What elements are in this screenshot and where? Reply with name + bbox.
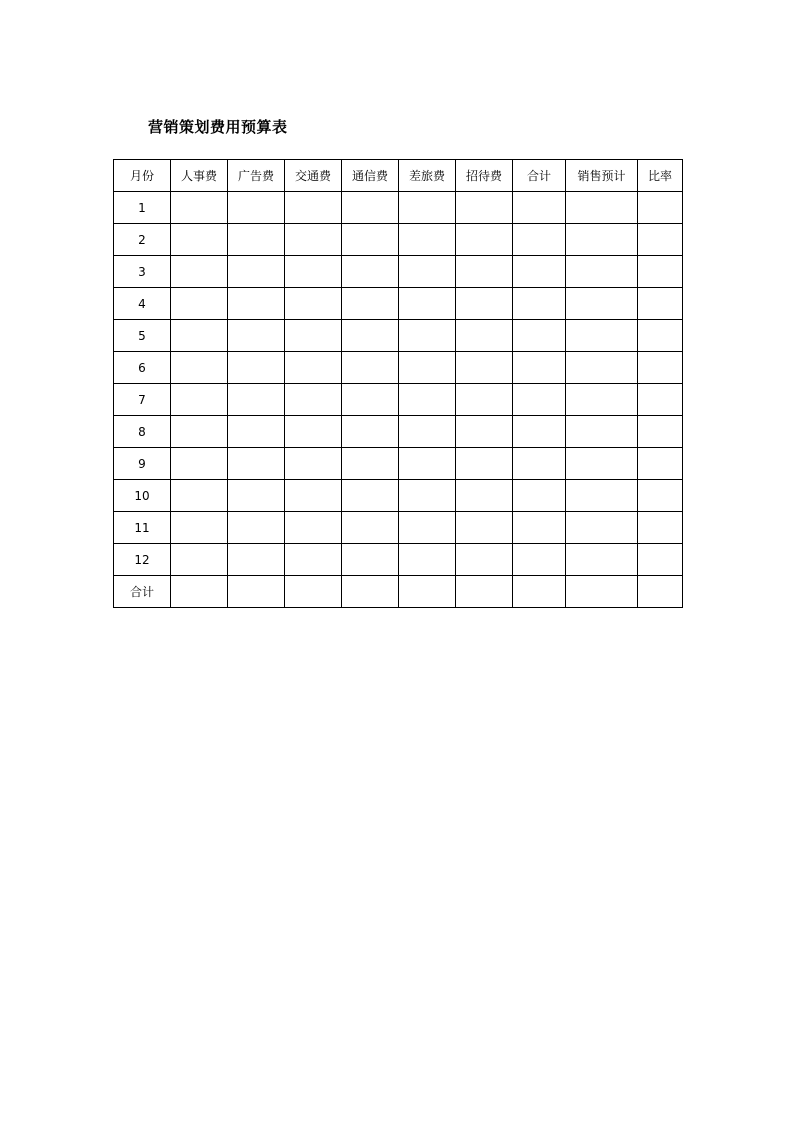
table-cell[interactable] — [285, 352, 342, 384]
table-cell[interactable] — [399, 288, 456, 320]
table-cell[interactable] — [228, 512, 285, 544]
table-cell[interactable] — [638, 192, 683, 224]
table-cell[interactable] — [513, 448, 566, 480]
table-cell[interactable] — [456, 256, 513, 288]
table-cell[interactable] — [171, 256, 228, 288]
table-cell[interactable] — [228, 288, 285, 320]
table-cell[interactable] — [171, 352, 228, 384]
table-cell[interactable] — [456, 576, 513, 608]
table-cell[interactable] — [228, 256, 285, 288]
table-cell[interactable] — [342, 416, 399, 448]
row-label: 4 — [114, 288, 171, 320]
row-label: 9 — [114, 448, 171, 480]
table-cell[interactable] — [456, 544, 513, 576]
table-cell[interactable] — [566, 288, 638, 320]
table-cell[interactable] — [228, 448, 285, 480]
table-row — [114, 544, 683, 576]
table-cell[interactable] — [285, 224, 342, 256]
table-cell[interactable] — [513, 512, 566, 544]
table-cell[interactable] — [171, 192, 228, 224]
table-cell[interactable] — [342, 544, 399, 576]
table-row — [114, 480, 683, 512]
table-cell[interactable] — [171, 384, 228, 416]
table-cell[interactable] — [228, 416, 285, 448]
table-cell[interactable] — [399, 224, 456, 256]
table-cell[interactable] — [456, 320, 513, 352]
column-header: 广告费 — [228, 160, 285, 192]
table-row — [114, 384, 683, 416]
table-cell[interactable] — [566, 480, 638, 512]
table-cell[interactable] — [171, 224, 228, 256]
row-label: 10 — [114, 480, 171, 512]
table-cell[interactable] — [638, 224, 683, 256]
table-cell[interactable] — [171, 576, 228, 608]
table-cell[interactable] — [399, 576, 456, 608]
table-cell[interactable] — [285, 288, 342, 320]
table-cell[interactable] — [456, 512, 513, 544]
table-cell[interactable] — [566, 352, 638, 384]
table-cell[interactable] — [513, 192, 566, 224]
table-cell[interactable] — [566, 448, 638, 480]
table-cell[interactable] — [171, 288, 228, 320]
table-cell[interactable] — [399, 480, 456, 512]
table-cell[interactable] — [399, 416, 456, 448]
table-cell[interactable] — [342, 288, 399, 320]
table-cell[interactable] — [285, 384, 342, 416]
table-cell[interactable] — [342, 352, 399, 384]
table-cell[interactable] — [638, 544, 683, 576]
table-cell[interactable] — [399, 448, 456, 480]
table-cell[interactable] — [456, 448, 513, 480]
budget-table — [113, 159, 683, 608]
table-cell[interactable] — [171, 512, 228, 544]
table-cell[interactable] — [513, 576, 566, 608]
row-label: 1 — [114, 192, 171, 224]
table-cell[interactable] — [456, 192, 513, 224]
column-header: 差旅费 — [399, 160, 456, 192]
table-cell[interactable] — [342, 320, 399, 352]
table-cell[interactable] — [566, 384, 638, 416]
table-cell[interactable] — [228, 352, 285, 384]
table-cell[interactable] — [638, 352, 683, 384]
table-cell[interactable] — [285, 192, 342, 224]
table-cell[interactable] — [171, 544, 228, 576]
table-row — [114, 576, 683, 608]
table-cell[interactable] — [228, 192, 285, 224]
table-cell[interactable] — [342, 224, 399, 256]
table-cell[interactable] — [285, 576, 342, 608]
table-cell[interactable] — [228, 544, 285, 576]
table-cell[interactable] — [513, 288, 566, 320]
column-header: 比率 — [638, 160, 683, 192]
table-row — [114, 512, 683, 544]
table-cell[interactable] — [638, 448, 683, 480]
table-cell[interactable] — [566, 192, 638, 224]
row-label: 12 — [114, 544, 171, 576]
table-cell[interactable] — [566, 320, 638, 352]
table-cell[interactable] — [513, 480, 566, 512]
table-cell[interactable] — [285, 544, 342, 576]
table-cell[interactable] — [566, 416, 638, 448]
table-cell[interactable] — [228, 480, 285, 512]
table-cell[interactable] — [638, 480, 683, 512]
table-cell[interactable] — [566, 544, 638, 576]
table-cell[interactable] — [456, 352, 513, 384]
table-cell[interactable] — [285, 416, 342, 448]
table-cell[interactable] — [171, 416, 228, 448]
table-row — [114, 256, 683, 288]
table-cell[interactable] — [228, 576, 285, 608]
table-cell[interactable] — [228, 320, 285, 352]
table-cell[interactable] — [171, 480, 228, 512]
table-cell[interactable] — [566, 576, 638, 608]
row-label: 7 — [114, 384, 171, 416]
table-cell[interactable] — [399, 192, 456, 224]
table-row — [114, 288, 683, 320]
row-label: 2 — [114, 224, 171, 256]
table-cell[interactable] — [513, 544, 566, 576]
table-cell[interactable] — [513, 352, 566, 384]
table-cell[interactable] — [342, 192, 399, 224]
table-cell[interactable] — [513, 320, 566, 352]
table-cell[interactable] — [513, 384, 566, 416]
table-cell[interactable] — [456, 224, 513, 256]
column-header: 通信费 — [342, 160, 399, 192]
table-cell[interactable] — [171, 448, 228, 480]
table-cell[interactable] — [638, 512, 683, 544]
table-cell[interactable] — [399, 352, 456, 384]
table-row — [114, 352, 683, 384]
page-title: 营销策划费用预算表 — [148, 118, 288, 136]
table-cell[interactable] — [285, 256, 342, 288]
table-row — [114, 320, 683, 352]
row-label: 3 — [114, 256, 171, 288]
column-header: 招待费 — [456, 160, 513, 192]
table-row — [114, 192, 683, 224]
column-header: 交通费 — [285, 160, 342, 192]
table-cell[interactable] — [285, 480, 342, 512]
table-header-row — [114, 160, 683, 192]
column-header: 销售预计 — [566, 160, 638, 192]
table-cell[interactable] — [342, 256, 399, 288]
table-cell[interactable] — [513, 224, 566, 256]
table-cell[interactable] — [399, 256, 456, 288]
table-cell[interactable] — [342, 384, 399, 416]
row-label: 11 — [114, 512, 171, 544]
column-header: 月份 — [114, 160, 171, 192]
row-label: 6 — [114, 352, 171, 384]
table-cell[interactable] — [399, 320, 456, 352]
table-body — [114, 192, 683, 608]
row-label: 合计 — [114, 576, 171, 608]
table-cell[interactable] — [638, 320, 683, 352]
table-cell[interactable] — [399, 512, 456, 544]
table-cell[interactable] — [566, 256, 638, 288]
table-cell[interactable] — [342, 512, 399, 544]
table-cell[interactable] — [456, 288, 513, 320]
table-cell[interactable] — [566, 512, 638, 544]
table-cell[interactable] — [228, 384, 285, 416]
table-cell[interactable] — [456, 384, 513, 416]
table-cell[interactable] — [342, 576, 399, 608]
table-cell[interactable] — [456, 416, 513, 448]
table-cell[interactable] — [171, 320, 228, 352]
table-cell[interactable] — [513, 256, 566, 288]
table-cell[interactable] — [638, 384, 683, 416]
table-cell[interactable] — [638, 288, 683, 320]
column-header: 人事费 — [171, 160, 228, 192]
row-label: 8 — [114, 416, 171, 448]
row-label: 5 — [114, 320, 171, 352]
table-row — [114, 416, 683, 448]
table-cell[interactable] — [285, 512, 342, 544]
table-row — [114, 224, 683, 256]
table-cell[interactable] — [638, 256, 683, 288]
table-cell[interactable] — [285, 320, 342, 352]
table-cell[interactable] — [342, 480, 399, 512]
table-cell[interactable] — [399, 384, 456, 416]
column-header: 合计 — [513, 160, 566, 192]
table-cell[interactable] — [342, 448, 399, 480]
table-cell[interactable] — [638, 416, 683, 448]
table-cell[interactable] — [566, 224, 638, 256]
table-cell[interactable] — [228, 224, 285, 256]
table-cell[interactable] — [399, 544, 456, 576]
table-cell[interactable] — [285, 448, 342, 480]
table-cell[interactable] — [638, 576, 683, 608]
table-cell[interactable] — [456, 480, 513, 512]
table-row — [114, 448, 683, 480]
table-cell[interactable] — [513, 416, 566, 448]
